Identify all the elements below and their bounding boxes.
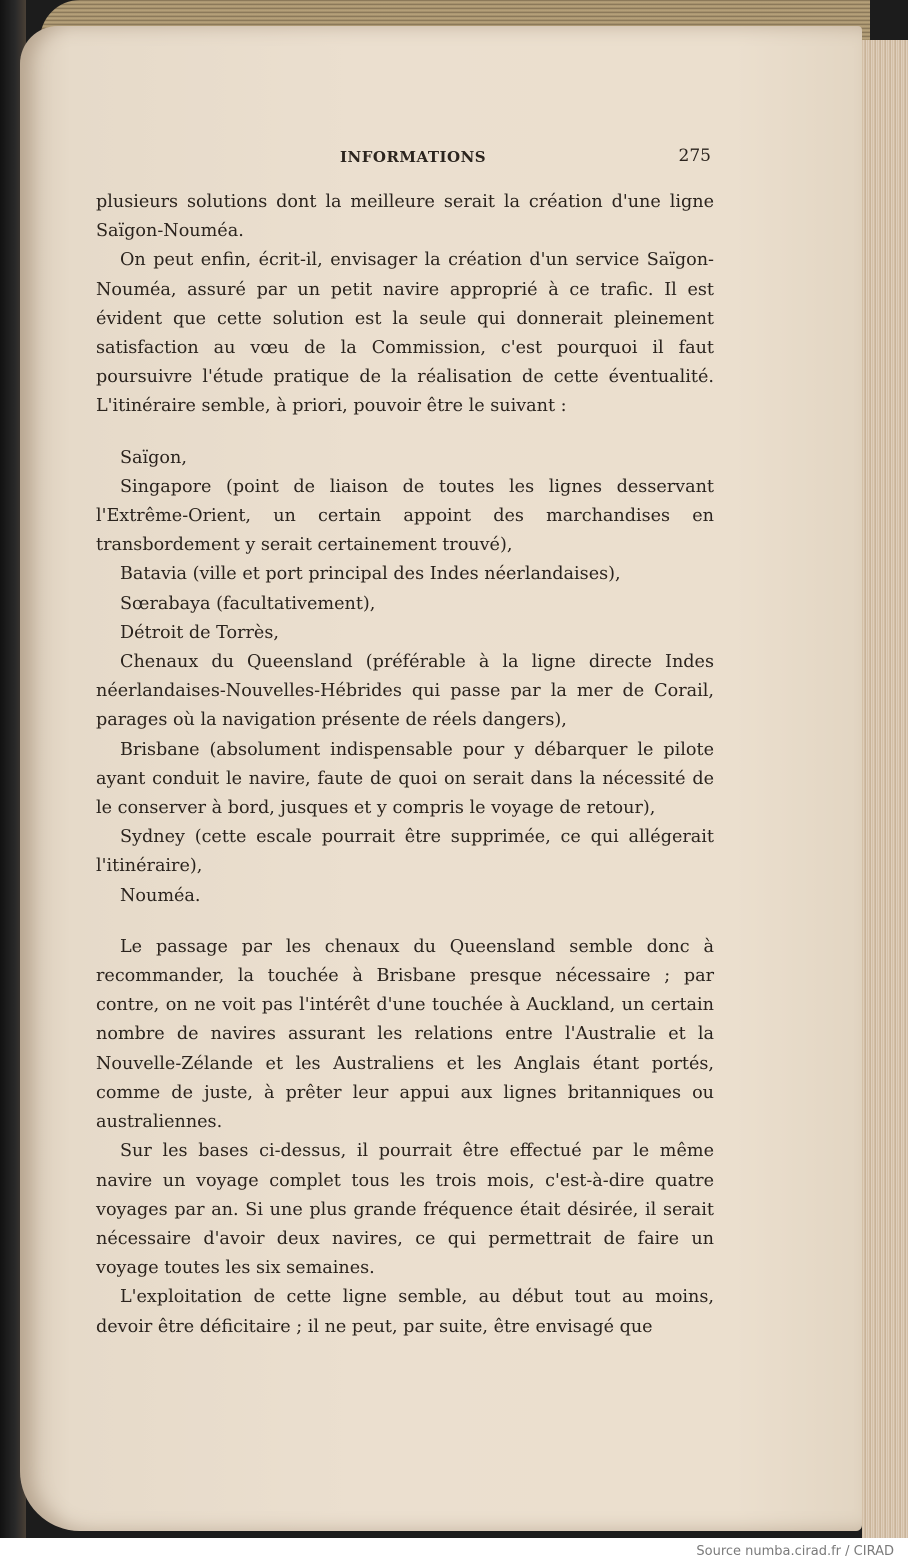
paragraph: L'exploitation de cette ligne semble, au début tout au moins, devoir être déficitaire ; il ne peut, par suite, être envisagé que <box>96 1287 714 1337</box>
paragraph: On peut enfin, écrit-il, envisager la création d'un service Saïgon-Nouméa, assuré par un petit navire approprié à ce trafic. Il est évident que cette solution est la seule qui donnerait pleinement satisfaction au vœu de la Commission, c'est pourquoi il faut poursuivre l'étude pratique de la réalisation de cette éventualité. L'itinéraire semble, à priori, pouvoir être le suivant : <box>96 250 714 417</box>
itinerary-item: Nouméa. <box>120 885 201 906</box>
itinerary-item: Chenaux du Queensland (préférable à la ligne directe Indes néerlandaises-Nouvelles-Hébrides qui passe par la mer de Corail, parages où la navigation présente de réels dangers), <box>96 652 714 731</box>
itinerary-item: Sydney (cette escale pourrait être supprimée, ce qui allégerait l'itinéraire), <box>96 827 714 877</box>
itinerary-item: Brisbane (absolument indispensable pour y débarquer le pilote ayant conduit le navire, faute de quoi on serait dans la nécessité de le conserver à bord, jusques et y compris le voyage de retour), <box>96 739 714 819</box>
itinerary-item: Singapore (point de liaison de toutes les lignes desservant l'Extrême-Orient, un certain appoint des marchandises en transbordement y serait certainement trouvé), <box>96 476 714 556</box>
itinerary-item: Saïgon, <box>120 447 187 468</box>
page-stack-right-edge <box>862 40 908 1538</box>
page-body <box>96 188 714 1342</box>
source-credit: Source numba.cirad.fr / CIRAD <box>696 1544 894 1559</box>
running-title: INFORMATIONS <box>340 148 487 166</box>
paragraph: Sur les bases ci-dessus, il pourrait être effectué par le même navire un voyage complet tous les trois mois, c'est-à-dire quatre voyages par an. Si une plus grande fréquence était désirée, il serait nécessaire d'avoir deux navires, ce qui permettrait de faire un voyage toutes les six semaines. <box>96 1141 714 1279</box>
paragraph: Le passage par les chenaux du Queensland semble donc à recommander, la touchée à Brisbane presque nécessaire ; par contre, on ne voit pas l'intérêt d'une touchée à Auckland, un certain nombre de navires assurant les relations entre l'Australie et la Nouvelle-Zélande et les Australiens et les Anglais étant portés, comme de juste, à prêter leur appui aux lignes britanniques ou australiennes. <box>96 936 714 1133</box>
itinerary-item: Sœrabaya (facultativement), <box>120 593 376 614</box>
paragraph: plusieurs solutions dont la meilleure serait la création d'une ligne Saïgon-Nouméa. <box>96 192 714 242</box>
page-header <box>340 148 725 172</box>
itinerary-item: Batavia (ville et port principal des Indes néerlandaises), <box>120 564 621 585</box>
page-number: 275 <box>678 146 711 166</box>
itinerary-item: Détroit de Torrès, <box>120 622 279 643</box>
